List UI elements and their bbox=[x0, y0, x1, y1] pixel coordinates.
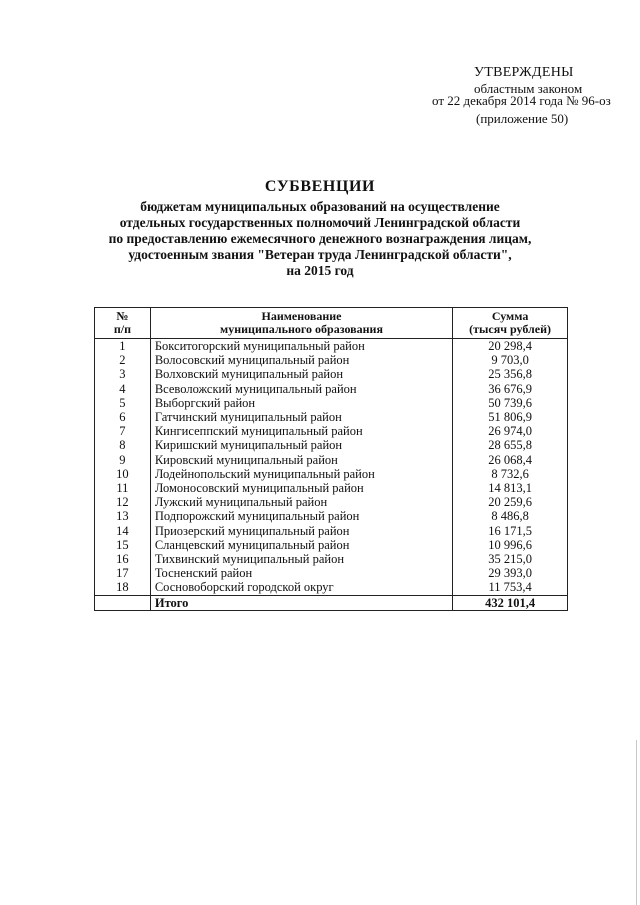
municipality-name: Киришский муниципальный район bbox=[150, 438, 452, 452]
row-sum: 8 486,8 bbox=[453, 509, 568, 523]
row-sum: 9 703,0 bbox=[453, 353, 568, 367]
row-number: 13 bbox=[95, 509, 151, 523]
row-sum: 20 298,4 bbox=[453, 339, 568, 354]
municipality-name: Гатчинский муниципальный район bbox=[150, 410, 452, 424]
row-sum: 51 806,9 bbox=[453, 410, 568, 424]
total-label: Итого bbox=[150, 595, 452, 610]
column-header-sum bbox=[453, 308, 568, 339]
document-subtitle-line: по предоставлению ежемесячного денежного вознаграждения лицам, bbox=[108, 231, 532, 246]
document-subtitle-line: удостоенным звания "Ветеран труда Ленинградской области", bbox=[128, 247, 512, 262]
table-row bbox=[95, 509, 568, 523]
table-row bbox=[95, 538, 568, 552]
municipality-name: Кировский муниципальный район bbox=[150, 453, 452, 467]
row-number: 6 bbox=[95, 410, 151, 424]
document-heading bbox=[60, 178, 580, 279]
row-number: 18 bbox=[95, 580, 151, 595]
table-row bbox=[95, 438, 568, 452]
table-total-row bbox=[95, 595, 568, 610]
document-subtitle-line: бюджетам муниципальных образований на осуществление bbox=[140, 199, 500, 214]
municipality-name: Бокситогорский муниципальный район bbox=[150, 339, 452, 354]
row-sum: 28 655,8 bbox=[453, 438, 568, 452]
row-sum: 50 739,6 bbox=[453, 396, 568, 410]
row-number: 2 bbox=[95, 353, 151, 367]
row-number: 15 bbox=[95, 538, 151, 552]
municipality-name: Ломоносовский муниципальный район bbox=[150, 481, 452, 495]
row-sum: 35 215,0 bbox=[453, 552, 568, 566]
municipality-name: Кингисеппский муниципальный район bbox=[150, 424, 452, 438]
column-header-number bbox=[95, 308, 151, 339]
table-row bbox=[95, 566, 568, 580]
header-text: (тысяч рублей) bbox=[469, 322, 552, 336]
row-number: 17 bbox=[95, 566, 151, 580]
municipality-name: Приозерский муниципальный район bbox=[150, 524, 452, 538]
table-row bbox=[95, 552, 568, 566]
table-row bbox=[95, 453, 568, 467]
row-sum: 26 068,4 bbox=[453, 453, 568, 467]
table-row bbox=[95, 367, 568, 381]
row-sum: 36 676,9 bbox=[453, 382, 568, 396]
row-sum: 26 974,0 bbox=[453, 424, 568, 438]
municipality-name: Сосновоборский городской округ bbox=[150, 580, 452, 595]
header-text: Сумма bbox=[491, 309, 529, 323]
row-number: 7 bbox=[95, 424, 151, 438]
table-row bbox=[95, 339, 568, 354]
total-number-cell bbox=[95, 595, 151, 610]
row-sum: 14 813,1 bbox=[453, 481, 568, 495]
row-number: 1 bbox=[95, 339, 151, 354]
table-row bbox=[95, 410, 568, 424]
table-row bbox=[95, 580, 568, 595]
header-text: № bbox=[116, 309, 129, 323]
municipality-name: Лодейнопольский муниципальный район bbox=[150, 467, 452, 481]
table-row bbox=[95, 353, 568, 367]
row-number: 16 bbox=[95, 552, 151, 566]
row-sum: 29 393,0 bbox=[453, 566, 568, 580]
table-row bbox=[95, 481, 568, 495]
document-title: СУБВЕНЦИИ bbox=[264, 178, 376, 195]
row-number: 9 bbox=[95, 453, 151, 467]
row-number: 5 bbox=[95, 396, 151, 410]
municipality-name: Выборгский район bbox=[150, 396, 452, 410]
document-subtitle-line: на 2015 год bbox=[286, 263, 354, 278]
row-sum: 10 996,6 bbox=[453, 538, 568, 552]
header-text: Наименование bbox=[261, 309, 342, 323]
scan-edge-line bbox=[636, 740, 637, 905]
row-number: 14 bbox=[95, 524, 151, 538]
approval-appendix: (приложение 50) bbox=[476, 111, 569, 126]
row-sum: 20 259,6 bbox=[453, 495, 568, 509]
document-subtitle-line: отдельных государственных полномочий Ленинградской области bbox=[119, 215, 521, 230]
table-row bbox=[95, 495, 568, 509]
table-header-row bbox=[95, 308, 568, 339]
subventions-table bbox=[94, 307, 568, 611]
total-sum: 432 101,4 bbox=[453, 595, 568, 610]
row-sum: 8 732,6 bbox=[453, 467, 568, 481]
table-row bbox=[95, 382, 568, 396]
municipality-name: Волховский муниципальный район bbox=[150, 367, 452, 381]
municipality-name: Волосовский муниципальный район bbox=[150, 353, 452, 367]
row-number: 11 bbox=[95, 481, 151, 495]
table-body bbox=[95, 339, 568, 596]
row-sum: 25 356,8 bbox=[453, 367, 568, 381]
approval-title: УТВЕРЖДЕНЫ bbox=[474, 65, 574, 80]
table-row bbox=[95, 467, 568, 481]
approval-law-type: областным законом bbox=[474, 81, 583, 96]
row-number: 10 bbox=[95, 467, 151, 481]
row-number: 12 bbox=[95, 495, 151, 509]
row-number: 4 bbox=[95, 382, 151, 396]
header-text: п/п bbox=[113, 322, 131, 336]
table-row bbox=[95, 524, 568, 538]
table-row bbox=[95, 424, 568, 438]
approval-law-date: от 22 декабря 2014 года № 96-оз bbox=[432, 93, 611, 108]
municipality-name: Лужский муниципальный район bbox=[150, 495, 452, 509]
column-header-name bbox=[150, 308, 452, 339]
row-sum: 11 753,4 bbox=[453, 580, 568, 595]
municipality-name: Тихвинский муниципальный район bbox=[150, 552, 452, 566]
row-sum: 16 171,5 bbox=[453, 524, 568, 538]
row-number: 3 bbox=[95, 367, 151, 381]
municipality-name: Всеволожский муниципальный район bbox=[150, 382, 452, 396]
row-number: 8 bbox=[95, 438, 151, 452]
municipality-name: Тосненский район bbox=[150, 566, 452, 580]
municipality-name: Подпорожский муниципальный район bbox=[150, 509, 452, 523]
table-row bbox=[95, 396, 568, 410]
municipality-name: Сланцевский муниципальный район bbox=[150, 538, 452, 552]
header-text: муниципального образования bbox=[220, 322, 383, 336]
